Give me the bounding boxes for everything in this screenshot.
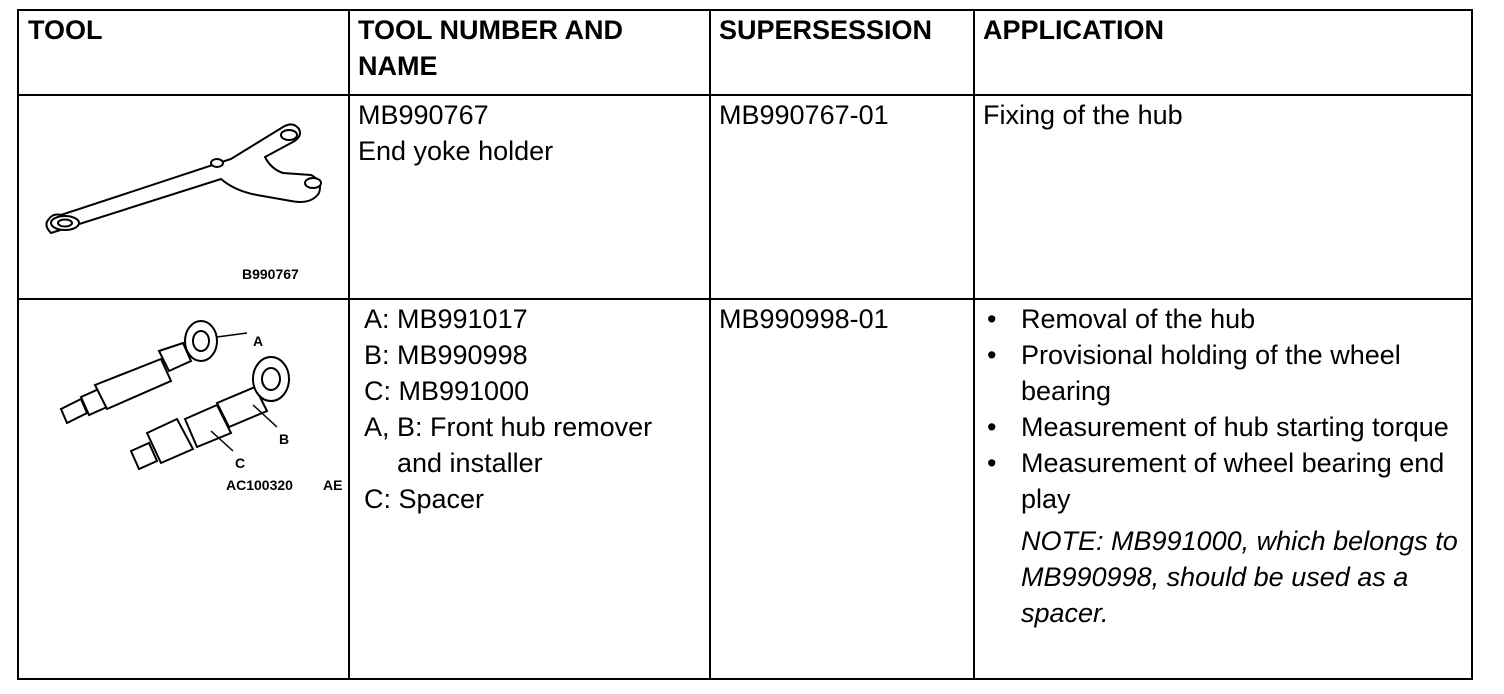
row2-tool-line: B: MB990998 bbox=[364, 340, 528, 370]
row2-label-c: C bbox=[235, 455, 246, 471]
bullet-icon: • bbox=[987, 304, 997, 334]
bullet-icon: • bbox=[987, 340, 997, 370]
bullet-icon: • bbox=[987, 448, 997, 478]
row2-tool-line: C: MB991000 bbox=[364, 376, 530, 406]
row2-tool-line: A, B: Front hub remover bbox=[364, 412, 653, 442]
application-note: NOTE: MB991000, which belongs to MB990998, should be used as a spacer. bbox=[1021, 526, 1458, 628]
row2-supersession: MB990998-01 bbox=[719, 304, 889, 334]
header-tool-number-and-name: TOOL NUMBER AND NAME bbox=[358, 15, 624, 81]
list-item bbox=[983, 409, 1463, 445]
row1-tool-number: MB990767 bbox=[358, 100, 489, 130]
list-item bbox=[983, 337, 1463, 409]
row1-tool-name: End yoke holder bbox=[358, 136, 554, 166]
row1-application: Fixing of the hub bbox=[983, 100, 1183, 130]
row1-tool-number-and-name bbox=[358, 97, 703, 169]
list-item-text: Measurement of wheel bearing end play bbox=[1021, 448, 1445, 514]
row2-label-a: A bbox=[253, 333, 264, 349]
row-divider bbox=[19, 298, 1471, 300]
row2-tool-line: and installer bbox=[397, 448, 543, 478]
special-tools-table bbox=[17, 9, 1473, 680]
row2-tool-line: C: Spacer bbox=[364, 484, 485, 514]
list-item-text: Removal of the hub bbox=[1021, 304, 1256, 334]
row2-tool-number-and-name bbox=[364, 301, 704, 517]
list-item-text: Measurement of hub starting torque bbox=[1021, 412, 1449, 442]
application-list bbox=[983, 301, 1463, 517]
list-item bbox=[983, 301, 1463, 337]
header-divider bbox=[19, 94, 1471, 96]
row1-supersession: MB990767-01 bbox=[719, 100, 889, 130]
row2-application bbox=[983, 301, 1463, 631]
row2-tool-image bbox=[21, 301, 347, 679]
row1-image-caption: B990767 bbox=[242, 266, 299, 282]
row2-tool-line: A: MB991017 bbox=[364, 304, 528, 334]
row1-tool-image bbox=[21, 97, 347, 297]
row2-label-b: B bbox=[279, 431, 290, 447]
list-item bbox=[983, 445, 1463, 517]
list-item-text: Provisional holding of the wheel bearing bbox=[1021, 340, 1401, 406]
row2-image-caption: AC100320 bbox=[226, 477, 293, 493]
header-tool: TOOL bbox=[28, 15, 103, 45]
column-divider-3 bbox=[973, 11, 975, 678]
front-hub-remover-illustration bbox=[21, 301, 347, 501]
header-supersession: SUPERSESSION bbox=[719, 15, 933, 45]
column-divider-2 bbox=[709, 11, 711, 678]
row2-image-caption-suffix: AE bbox=[323, 477, 343, 493]
bullet-icon: • bbox=[987, 412, 997, 442]
column-divider-1 bbox=[348, 11, 350, 678]
header-application: APPLICATION bbox=[983, 15, 1164, 45]
